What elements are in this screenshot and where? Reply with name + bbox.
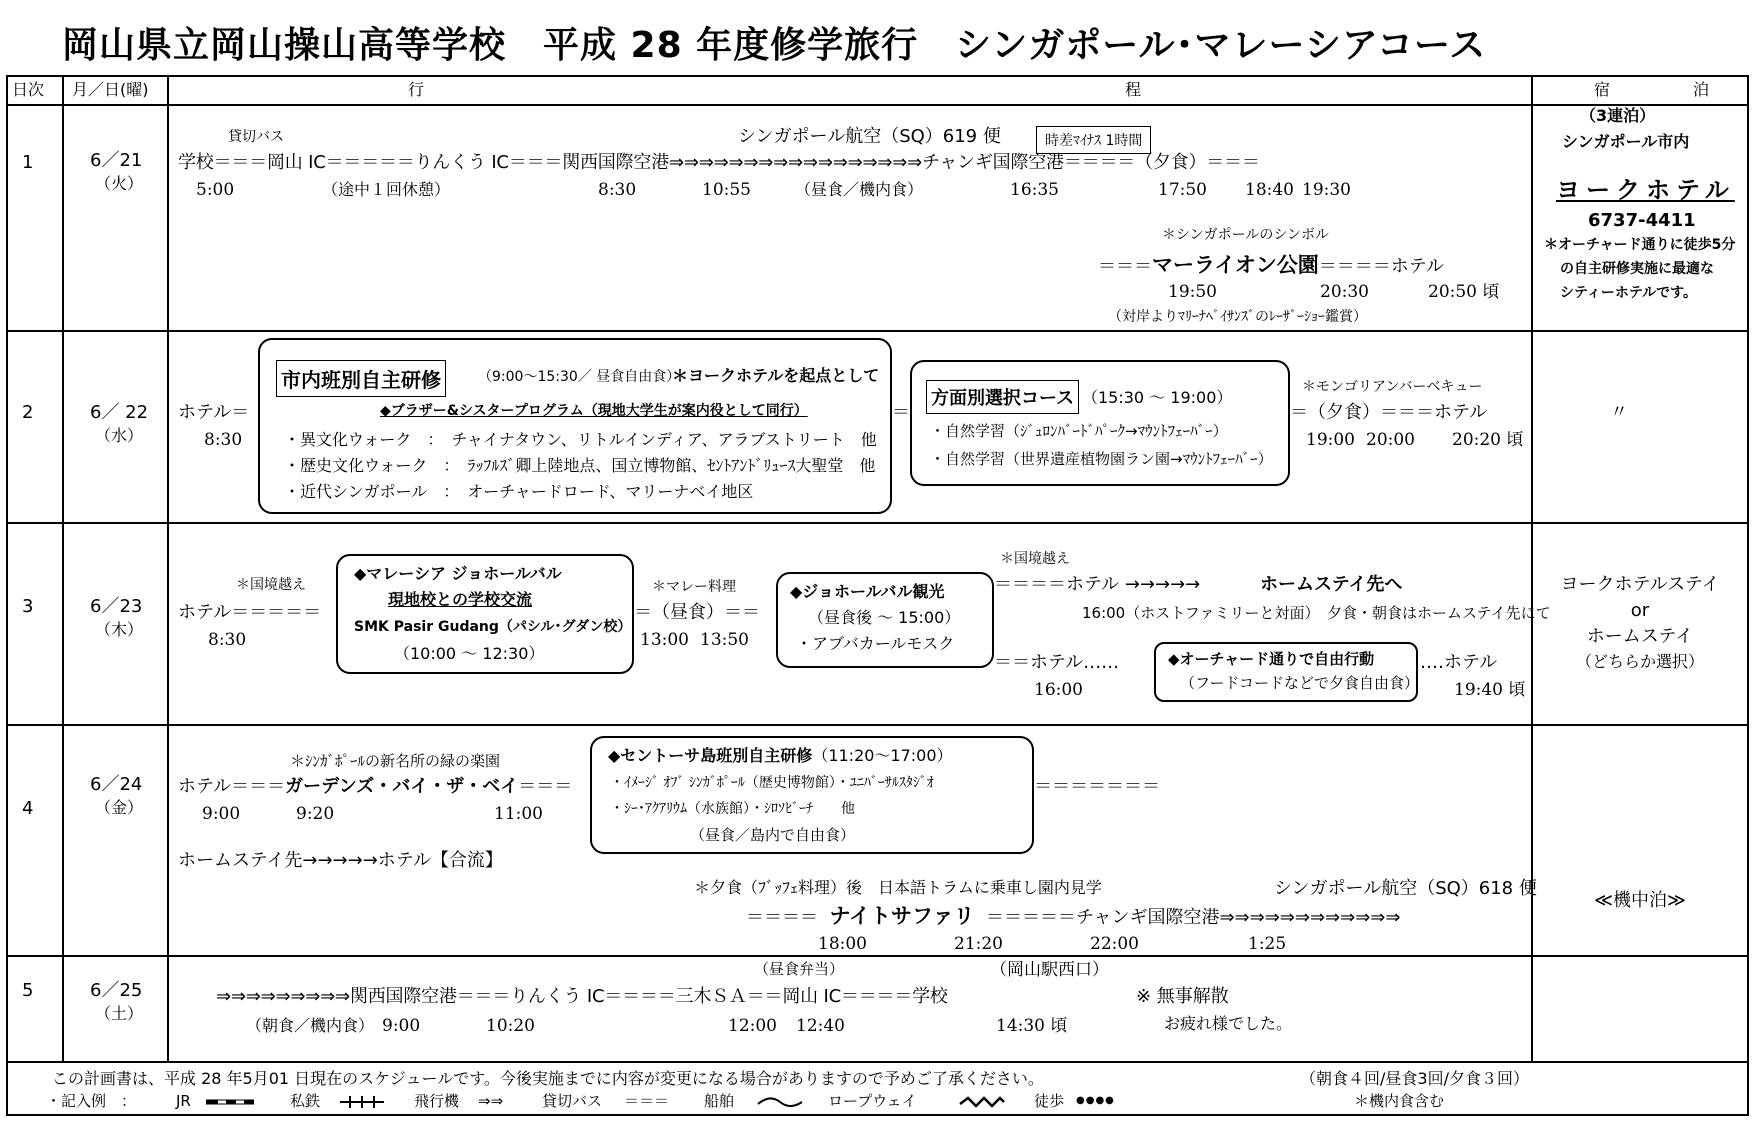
legend-walk: 徒歩 xyxy=(1034,1092,1065,1110)
day1-time-2: 8:30 xyxy=(598,180,637,200)
day1-time-1: 5:00 xyxy=(196,180,235,200)
legend-private-rail: 私鉄 xyxy=(290,1092,321,1110)
day-2-weekday: （水） xyxy=(95,426,144,445)
header-lodging-1: 宿 xyxy=(1594,80,1611,99)
lodging-hotel: ヨークホテル xyxy=(1556,176,1735,204)
day-5-weekday: （土） xyxy=(95,1004,144,1023)
day2-box1-title-frame xyxy=(276,360,446,397)
day4-dinner-note: ＊夕食（ﾌﾞｯﾌｪ料理）後 日本語トラムに乗車し園内見学 xyxy=(694,878,1102,897)
day2-box2-title-frame xyxy=(926,380,1079,414)
legend-label: ・記入例 ： xyxy=(46,1092,137,1110)
day4-after-box: ＝＝＝＝＝＝＝ xyxy=(1034,776,1160,797)
day3-time-3: 13:50 xyxy=(700,630,749,650)
day3-lunch: ＝（昼食）＝＝ xyxy=(634,602,760,623)
day-1-weekday: （火） xyxy=(95,174,144,193)
day4-time-6: 22:00 xyxy=(1090,934,1139,954)
footer-inflight: ＊機内食含む xyxy=(1354,1092,1445,1110)
day2-box1-time: （9:00～15:30／ 昼食自由食） xyxy=(478,369,681,385)
day3-border-note-1: ＊国境越え xyxy=(236,577,306,593)
day2-time-2: 19:00 xyxy=(1306,430,1355,450)
day3-lodging-1: ヨークホテルステイ xyxy=(1560,574,1720,595)
day1-bus-label: 貸切バス xyxy=(228,129,284,145)
day3-lodging-4: （どちらか選択） xyxy=(1575,652,1704,671)
day1-time-9: 20:30 xyxy=(1320,282,1369,302)
lodging-nights: （3連泊） xyxy=(1580,106,1656,125)
day-3-date: 6／23 xyxy=(90,596,143,617)
day-3-number: 3 xyxy=(22,596,34,617)
day5-route: ⇒⇒⇒⇒⇒⇒⇒⇒⇒関西国際空港＝＝＝りんくう IC＝＝＝＝三木ＳＡ＝＝岡山 IC＝＝＝＝学校 xyxy=(216,986,948,1007)
day1-time-7: 19:30 xyxy=(1302,180,1351,200)
day3-box1-line-2: 現地校との学校交流 xyxy=(388,590,533,609)
header-itinerary-1: 行 xyxy=(408,80,425,99)
day5-bento: （昼食弁当） xyxy=(754,960,845,978)
day3-start: ホテル＝＝＝＝＝ xyxy=(178,602,322,623)
gardens-by-the-bay: ガーデンズ・バイ・ザ・ベイ xyxy=(285,776,519,797)
lodging-note-1: ＊オーチャード通りに徒歩5分 xyxy=(1544,237,1736,253)
day4-route: ホテル＝＝＝ガーデンズ・バイ・ザ・ベイ＝＝＝ xyxy=(178,776,573,797)
night-safari: ナイトサファリ xyxy=(829,904,975,928)
row-divider-3 xyxy=(6,724,1749,726)
footer-divider xyxy=(6,1061,1749,1063)
merlion-park: マーライオン公園 xyxy=(1152,253,1319,277)
day2-box2-line-2: ・自然学習（世界遺産植物園ラン園→ﾏｳﾝﾄﾌｪｰﾊﾞｰ） xyxy=(930,450,1273,468)
day2-box2-title: 方面別選択コース xyxy=(931,388,1075,409)
header-date: 月／日(曜) xyxy=(72,80,149,99)
day3-box1-line-4: （10:00 ～ 12:30） xyxy=(394,644,545,663)
day2-end: ＝（夕食）＝＝＝ホテル xyxy=(1290,402,1488,423)
day2-box1-line-1: ・異文化ウォーク ： チャイナタウン、リトルインディア、アラブストリート 他 xyxy=(284,430,877,449)
jr-line-icon xyxy=(204,1094,256,1110)
day-5-number: 5 xyxy=(22,980,34,1001)
day4-time-5: 21:20 xyxy=(954,934,1003,954)
lodging-city: シンガポール市内 xyxy=(1562,132,1690,151)
day3-time-2: 13:00 xyxy=(640,630,689,650)
day4-night-route: ＝＝＝＝ ナイトサファリ ＝＝＝＝＝チャンギ国際空港⇒⇒⇒⇒⇒⇒⇒⇒⇒⇒⇒⇒ xyxy=(746,904,1401,928)
legend-ropeway: ロープウェイ xyxy=(828,1092,917,1110)
day1-rest: （途中１回休憩） xyxy=(322,180,451,199)
legend-ship: 船舶 xyxy=(704,1092,735,1110)
header-day: 日次 xyxy=(12,80,45,99)
private-rail-icon xyxy=(338,1094,386,1110)
header-divider xyxy=(6,104,1749,106)
day4-box-line-3: （昼食／島内で自由食） xyxy=(690,826,856,844)
day3-time-4: 16:00 xyxy=(1034,680,1083,700)
row-divider-4 xyxy=(6,955,1749,957)
day3-box3-line-2: （フードコードなどで夕食自由食） xyxy=(1180,674,1419,692)
day3-hotel-2: ＝＝ホテル‥‥‥ xyxy=(994,652,1120,673)
day5-end-2: お疲れ様でした。 xyxy=(1164,1014,1293,1033)
footer-meals: （朝食４回/昼食3回/夕食３回） xyxy=(1300,1069,1529,1088)
day5-meal: （朝食／機内食） xyxy=(246,1016,375,1035)
day4-time-1: 9:00 xyxy=(202,804,241,824)
day3-malay-note: ＊マレー料理 xyxy=(652,579,736,595)
day4-homestay-line: ホームステイ先→→→→→ホテル【合流】 xyxy=(178,850,503,871)
day-2-date: 6／ 22 xyxy=(90,402,149,423)
day4-time-7: 1:25 xyxy=(1248,934,1287,954)
day1-time-5: 17:50 xyxy=(1158,180,1207,200)
legend-walk-symbol: ●●●● xyxy=(1076,1095,1115,1106)
ropeway-wave-icon xyxy=(958,1094,1006,1110)
day4-flight: シンガポール航空（SQ）618 便 xyxy=(1274,878,1537,899)
day1-time-8: 19:50 xyxy=(1168,282,1217,302)
day4-box-title: ◆セントーサ島班別自主研修（11:20～17:00） xyxy=(608,746,953,765)
day3-hotel-3: ‥‥ホテル xyxy=(1420,652,1498,673)
day4-box-line-1: ・ｲﾒｰｼﾞ ｵﾌﾞ ｼﾝｶﾞﾎﾟｰﾙ（歴史博物館）・ﾕﾆﾊﾞｰｻﾙｽﾀｼﾞｵ xyxy=(610,775,934,791)
day3-homestay: ホームステイ先へ xyxy=(1260,574,1403,595)
legend-plane-symbol: ⇒⇒ xyxy=(478,1092,504,1110)
day1-route2: ＝＝＝マーライオン公園＝＝＝＝ホテル xyxy=(1098,253,1444,277)
document-title: 岡山県立岡山操山高等学校 平成 28 年度修学旅行 シンガポール･マレーシアコース xyxy=(62,25,1487,66)
header-itinerary-2: 程 xyxy=(1125,80,1142,99)
day3-lodging-3: ホームステイ xyxy=(1586,626,1694,647)
day3-box2-line-1: ◆ジョホールバル観光 xyxy=(790,582,945,601)
lodging-tel: 6737-4411 xyxy=(1588,210,1696,231)
day-4-weekday: （金） xyxy=(95,798,144,817)
day3-lodging-2: or xyxy=(1630,600,1650,621)
day4-time-4: 18:00 xyxy=(818,934,867,954)
ship-wave-icon xyxy=(756,1094,804,1110)
day3-box3-line-1: ◆オーチャード通りで自由行動 xyxy=(1168,650,1375,668)
day2-connector: ＝ xyxy=(892,402,910,423)
day5-station: （岡山駅西口） xyxy=(990,960,1109,980)
day3-box1-line-3: SMK Pasir Gudang（パシル･グダン校） xyxy=(354,619,632,635)
day3-box2-line-2: （昼食後 ～ 15:00） xyxy=(808,608,961,627)
day2-box2-line-1: ・自然学習（ｼﾞｭﾛﾝﾊﾞｰﾄﾞﾊﾟｰｸ→ﾏｳﾝﾄﾌｪｰﾊﾞｰ） xyxy=(930,422,1228,440)
day5-time-5: 14:30 頃 xyxy=(996,1016,1068,1036)
day5-end-1: ※ 無事解散 xyxy=(1136,986,1229,1007)
day2-time-3: 20:00 xyxy=(1366,430,1415,450)
day2-box1-note: ＊ヨークホテルを起点として xyxy=(672,366,880,385)
day1-flight: シンガポール航空（SQ）619 便 xyxy=(738,126,1001,147)
day3-border-note-2: ＊国境越え xyxy=(1000,551,1070,567)
day1-route: 学校＝＝＝岡山 IC＝＝＝＝＝りんくう IC＝＝＝関西国際空港⇒⇒⇒⇒⇒⇒⇒⇒⇒⇒⇒⇒⇒⇒⇒⇒⇒チャンギ国際空港＝＝＝＝（夕食）＝＝＝ xyxy=(178,152,1260,173)
lodging-note-2: の自主研修実施に最適な xyxy=(1560,261,1714,277)
legend-bus: 貸切バス xyxy=(542,1092,603,1110)
day1-laser-show: （対岸よりﾏﾘｰﾅﾍﾞｲｻﾝｽﾞのﾚｰｻﾞｰｼｮｰ鑑賞） xyxy=(1108,309,1367,325)
day1-timediff-box xyxy=(1036,126,1151,154)
day5-time-4: 12:40 xyxy=(796,1016,845,1036)
day4-lodging: ≪機中泊≫ xyxy=(1594,890,1686,911)
day-5-date: 6／25 xyxy=(90,980,143,1001)
day3-family: 16:00（ホストファミリーと対面） 夕食・朝食はホームステイ先にて xyxy=(1082,604,1551,622)
day4-time-2: 9:20 xyxy=(296,804,335,824)
day4-garden-note: ＊ｼﾝｶﾞﾎﾟｰﾙの新名所の緑の楽園 xyxy=(290,752,501,770)
day1-symbol-note: ＊シンガポールのシンボル xyxy=(1162,227,1330,243)
day3-time-5: 19:40 頃 xyxy=(1454,680,1526,700)
day3-box2-line-3: ・アブバカールモスク xyxy=(796,634,955,653)
col-divider-1 xyxy=(62,75,64,1061)
day2-time-4: 20:20 頃 xyxy=(1452,430,1524,450)
day-4-number: 4 xyxy=(22,798,34,819)
day-1-number: 1 xyxy=(22,152,34,173)
day2-box1-title: 市内班別自主研修 xyxy=(281,368,441,392)
day2-start: ホテル＝ xyxy=(178,402,250,423)
header-lodging-2: 泊 xyxy=(1693,80,1710,99)
legend-bus-symbol: ＝＝＝ xyxy=(624,1092,670,1110)
day5-time-2: 10:20 xyxy=(486,1016,535,1036)
footer-note: この計画書は、平成 28 年5月01 日現在のスケジュールです。今後実施までに内容が変更になる場合がありますので予めご了承ください。 xyxy=(52,1069,1044,1088)
day-3-weekday: （木） xyxy=(95,620,144,639)
day3-box1-line-1: ◆マレーシア ジョホールバル xyxy=(354,564,562,583)
lodging-note-3: シティーホテルです。 xyxy=(1560,285,1698,301)
day-1-date: 6／21 xyxy=(90,150,143,171)
day5-time-3: 12:00 xyxy=(728,1016,777,1036)
day3-time-1: 8:30 xyxy=(208,630,247,650)
day2-box1-line-2: ・歴史文化ウォーク ： ﾗｯﾌﾙｽﾞ卿上陸地点、国立博物館、ｾﾝﾄｱﾝﾄﾞﾘｭｰｽ大聖堂 他 xyxy=(284,456,876,475)
day1-time-3: 10:55 xyxy=(702,180,751,200)
legend-jr: JR xyxy=(176,1092,191,1110)
day2-lodging: 〃 xyxy=(1610,402,1628,423)
day1-timediff: 時差ﾏｲﾅｽ 1時間 xyxy=(1045,133,1143,149)
day1-time-10: 20:50 頃 xyxy=(1428,282,1500,302)
col-divider-3 xyxy=(1531,75,1533,1061)
day-4-date: 6／24 xyxy=(90,774,143,795)
day2-box1-line-3: ・近代シンガポール ： オーチャードロード、マリーナベイ地区 xyxy=(284,482,754,501)
day2-box1-program: ◆ブラザー&シスタープログラム（現地大学生が案内役として同行） xyxy=(380,403,808,419)
day1-meal: （昼食／機内食） xyxy=(795,180,924,199)
day2-time-1: 8:30 xyxy=(204,430,243,450)
day5-time-1: 9:00 xyxy=(382,1016,421,1036)
row-divider-1 xyxy=(6,330,1749,332)
day2-bbq-note: ＊モンゴリアンバーベキュー xyxy=(1302,379,1483,395)
day1-time-6: 18:40 xyxy=(1245,180,1294,200)
day-2-number: 2 xyxy=(22,402,34,423)
day4-time-3: 11:00 xyxy=(494,804,543,824)
day1-time-4: 16:35 xyxy=(1010,180,1059,200)
day3-hotel-line: ＝＝＝＝ホテル →→→→→ xyxy=(994,574,1201,595)
day2-box2-time: （15:30 ～ 19:00） xyxy=(1082,388,1233,407)
row-divider-2 xyxy=(6,522,1749,524)
col-divider-2 xyxy=(167,75,169,1061)
day4-box-line-2: ・ｼｰ･ｱｸｱﾘｳﾑ（水族館）・ｼﾛｿﾋﾞｰﾁ 他 xyxy=(610,801,855,817)
legend-plane: 飛行機 xyxy=(414,1092,460,1110)
